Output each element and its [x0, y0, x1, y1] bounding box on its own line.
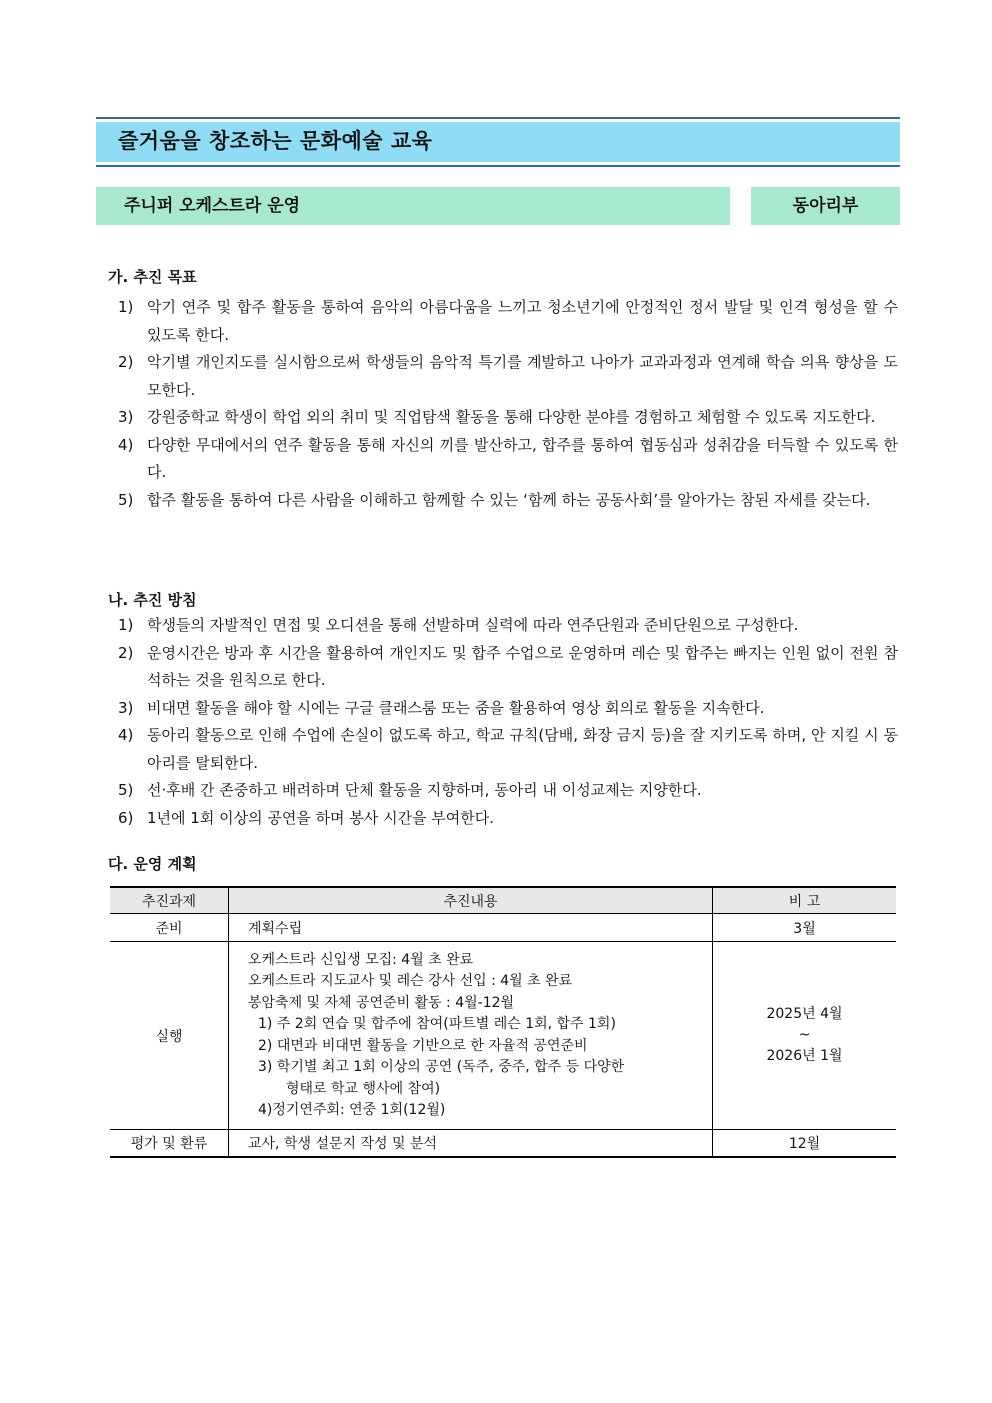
row-task: 실행 [110, 942, 229, 1130]
section-goals-title: 가. 추진 목표 [108, 268, 197, 286]
period-start: 2025년 4월 [766, 1006, 843, 1022]
list-item [112, 640, 898, 695]
list-item [112, 695, 898, 723]
exec-line: 봉암축제 및 자체 공연준비 활동 : 4월-12월 [248, 994, 515, 1011]
row-note: 3월 [713, 914, 897, 942]
item-number: 1) [118, 298, 134, 316]
header-content: 추진내용 [229, 887, 713, 914]
period-end: 2026년 1월 [766, 1048, 843, 1064]
policy-list [112, 612, 898, 832]
item-text: 동아리 활동으로 인해 수업에 손실이 없도록 하고, 학교 규칙(담배, 화장 금지 등)을 잘 지키도록 하며, 안 지킬 시 동아리를 탈퇴한다. [147, 726, 898, 772]
item-number: 5) [118, 781, 134, 799]
item-number: 5) [118, 490, 134, 509]
item-text: 악기 연주 및 합주 활동을 통하여 음악의 아름다움을 느끼고 청소년기에 안정적인 정서 발달 및 인격 형성을 할 수 있도록 한다. [147, 298, 898, 344]
item-text: 다양한 무대에서의 연주 활동을 통해 자신의 끼를 발산하고, 합주를 통하여 협동심과 성취감을 터득할 수 있도록 한다. [147, 435, 898, 481]
row-note [713, 942, 897, 1130]
row-content [229, 942, 713, 1130]
list-item [112, 294, 898, 349]
period-separator: ~ [798, 1027, 811, 1043]
header-task: 추진과제 [110, 887, 229, 914]
header-note: 비 고 [713, 887, 897, 914]
section-plan-title: 다. 운영 계획 [108, 855, 197, 873]
list-item [112, 487, 898, 515]
item-number: 2) [118, 353, 134, 371]
table-row [110, 1130, 896, 1157]
row-content: 교사, 학생 설문지 작성 및 분석 [229, 1130, 713, 1157]
row-content: 계획수립 [229, 914, 713, 942]
exec-line: 오케스트라 신입생 모집: 4월 초 완료 [248, 951, 474, 968]
item-number: 4) [118, 726, 134, 744]
section-policy-title: 나. 추진 방침 [108, 591, 197, 609]
table-row [110, 942, 896, 1130]
item-number: 2) [118, 643, 134, 662]
item-number: 6) [118, 808, 134, 827]
item-text: 운영시간은 방과 후 시간을 활용하여 개인지도 및 합주 수업으로 운영하며 레슨 및 합주는 빠지는 인원 없이 전원 참석하는 것을 원칙으로 한다. [147, 643, 898, 689]
table-header-row [110, 887, 896, 914]
exec-line: 오케스트라 지도교사 및 레슨 강사 선입 : 4월 초 완료 [248, 973, 573, 989]
row-task: 평가 및 환류 [110, 1130, 229, 1157]
item-text: 강원중학교 학생이 학업 외의 취미 및 직업탐색 활동을 통해 다양한 분야를 경험하고 체험할 수 있도록 지도한다. [147, 408, 876, 426]
banner-title: 즐거움을 창조하는 문화예술 교육 [96, 122, 900, 162]
exec-line: 형태로 학교 행사에 참여) [286, 1080, 441, 1097]
list-item [112, 432, 898, 487]
list-item [112, 404, 898, 432]
plan-table [110, 886, 896, 1158]
list-item [112, 349, 898, 404]
table-row [110, 914, 896, 942]
item-number: 1) [118, 616, 134, 634]
item-text: 비대면 활동을 해야 할 시에는 구글 클래스룸 또는 줌을 활용하여 영상 회의로 활동을 지속한다. [147, 698, 765, 717]
program-name: 주니퍼 오케스트라 운영 [96, 187, 730, 225]
exec-line: 1) 주 2회 연습 및 합주에 참여(파트별 레슨 1회, 합주 1회) [258, 1016, 616, 1032]
exec-line: 2) 대면과 비대면 활동을 기반으로 한 자율적 공연준비 [258, 1037, 588, 1054]
main-banner [96, 117, 900, 167]
row-task: 준비 [110, 914, 229, 942]
list-item [112, 805, 898, 833]
item-number: 3) [118, 408, 134, 426]
item-text: 합주 활동을 통하여 다른 사람을 이해하고 함께할 수 있는 ‘함께 하는 공동사회’를 알아가는 참된 자세를 갖는다. [147, 490, 871, 509]
item-text: 학생들의 자발적인 면접 및 오디션을 통해 선발하며 실력에 따라 연주단원과 준비단원으로 구성한다. [147, 616, 799, 634]
goals-list [112, 294, 898, 514]
exec-line: 4)정기연주회: 연중 1회(12월) [258, 1102, 446, 1118]
exec-line: 3) 학기별 최고 1회 이상의 공연 (독주, 중주, 합주 등 다양한 [258, 1059, 625, 1075]
item-number: 4) [118, 435, 134, 454]
list-item [112, 612, 898, 640]
item-text: 악기별 개인지도를 실시함으로써 학생들의 음악적 특기를 계발하고 나아가 교과과정과 연계해 학습 의욕 향상을 도모한다. [147, 353, 898, 399]
row-note: 12월 [713, 1130, 897, 1157]
item-text: 선·후배 간 존중하고 배려하며 단체 활동을 지향하며, 동아리 내 이성교제는 지양한다. [147, 781, 702, 799]
department-label: 동아리부 [751, 187, 900, 225]
list-item [112, 722, 898, 777]
item-text: 1년에 1회 이상의 공연을 하며 봉사 시간을 부여한다. [147, 808, 495, 827]
list-item [112, 777, 898, 805]
item-number: 3) [118, 698, 134, 717]
